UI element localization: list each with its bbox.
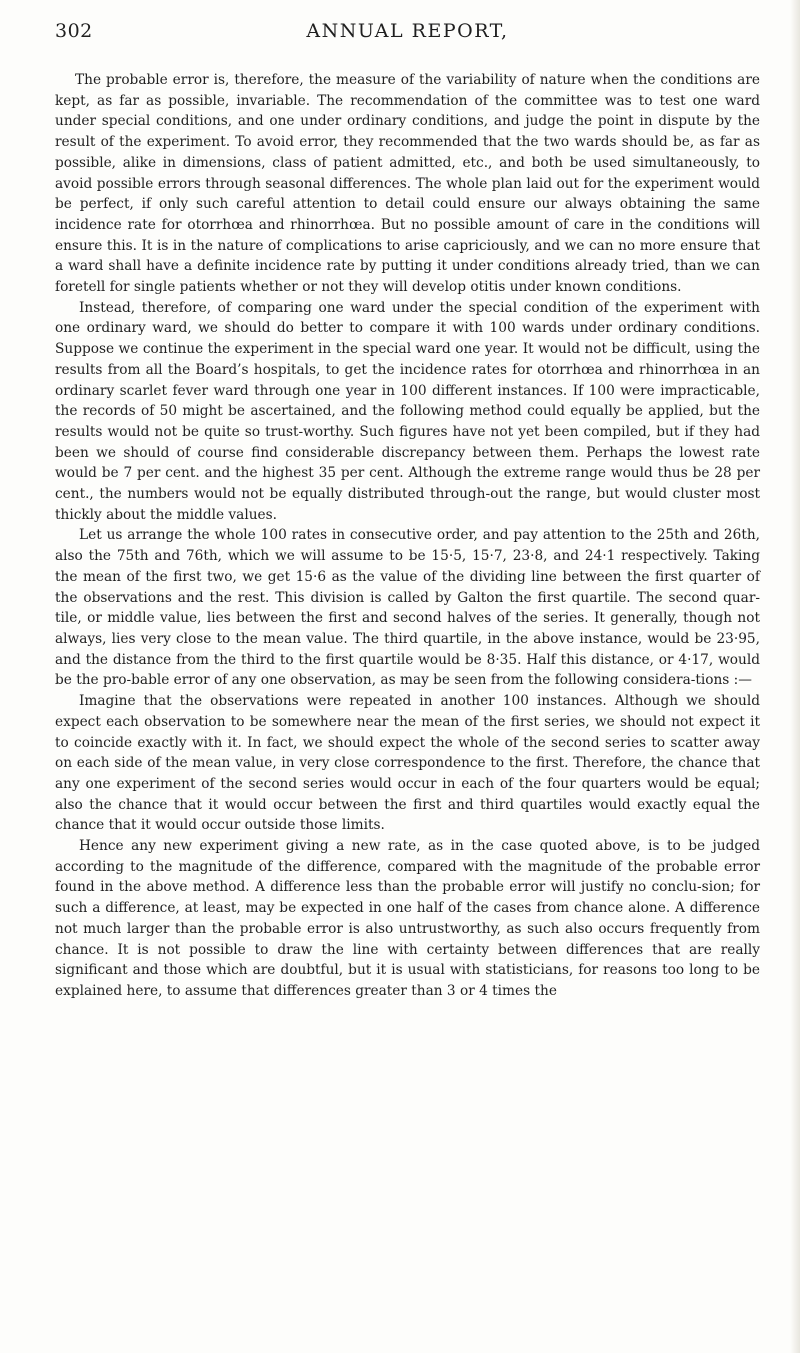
paragraph-probable-error: The probable error is, therefore, the measure of the variability of nature when the conditions are kept, as far as possible, invariable. The recommendation of the committee was to test one ward under special conditions, and one under ordinary conditions, and judge the point in dispute by the result of the experiment. To avoid error, they recommended that the two wards should be, as far as possible, alike in dimensions, class of patient admitted, etc., and both be used simultaneously, to avoid possible errors through seasonal differences. The whole plan laid out for the experiment would be perfect, if only such careful attention to detail could ensure our always obtaining the same incidence rate for otorrhœa and rhinorrhœa. But no possible amount of care in the conditions will ensure this. It is in the nature of complications to arise capriciously, and we can no more ensure that a ward shall have a definite incidence rate by putting it under conditions already tried, than we can foretell for single patients whether or not they will develop otitis under known conditions. (55, 72, 760, 296)
paragraph-instead: Instead, therefore, of comparing one ward under the special condition of the experiment with one ordinary ward, we should do better to compare it with 100 wards under ordinary conditions. Suppose we continue the experiment in the special ward one year. It would not be difficult, using the results from all the Board’s hospitals, to get the incidence rates for otorrhœa and rhinorrhœa in an ordinary scarlet fever ward through one year in 100 different instances. If 100 were impracticable, the records of 50 might be ascertained, and the following method could equally be applied, but the results would not be quite so trust-worthy. Such figures have not yet been compiled, but if they had been we should of course find considerable discrepancy between them. Perhaps the lowest rate would be 7 per cent. and the highest 35 per cent. Although the extreme range would thus be 28 per cent., the numbers would not be equally distributed through-out the range, but would cluster most thickly about the middle values. (55, 299, 760, 523)
paragraph-imagine: Imagine that the observations were repeated in another 100 instances. Although we should expect each observation to be somewhere near the mean of the first series, we should not expect it to coincide exactly with it. In fact, we should expect the whole of the second series to scatter away on each side of the mean value, in very close correspondence to the first. Therefore, the chance that any one experiment of the second series would occur in each of the four quarters would be equal; also the chance that it would occur between the first and third quartiles would exactly equal the chance that it would occur outside those limits. (55, 693, 760, 834)
running-title: ANNUAL REPORT, (306, 20, 509, 42)
page-edge-shadow (790, 0, 800, 1353)
paragraph-quartiles: Let us arrange the whole 100 rates in consecutive order, and pay attention to the 25th and 26th, also the 75th and 76th, which we will assume to be 15·5, 15·7, 23·8, and 24·1 respectively. Taking the mean of the first two, we get 15·6 as the value of the dividing line between the first quarter of the observations and the rest. This division is called by Galton the first quartile. The second quar-tile, or middle value, lies between the first and second halves of the series. It generally, though not always, lies very close to the mean value. The third quartile, in the above instance, would be 23·95, and the distance from the third to the first quartile would be 8·35. Half this distance, or 4·17, would be the pro-bable error of any one observation, as may be seen from the following considera-tions :— (55, 527, 760, 689)
body-text (55, 70, 760, 1002)
paragraph-hence: Hence any new experiment giving a new rate, as in the case quoted above, is to be judged according to the magnitude of the difference, compared with the magnitude of the probable error found in the above method. A difference less than the probable error will justify no conclu-sion; for such a difference, at least, may be expected in one half of the cases from chance alone. A difference not much larger than the probable error is also untrustworthy, as such also occurs frequently from chance. It is not possible to draw the line with certainty between differences that are really significant and those which are doubtful, but it is usual with statisticians, for reasons too long to be explained here, to assume that differences greater than 3 or 4 times the (55, 838, 760, 999)
running-head (55, 20, 760, 50)
page-number: 302 (55, 20, 93, 42)
